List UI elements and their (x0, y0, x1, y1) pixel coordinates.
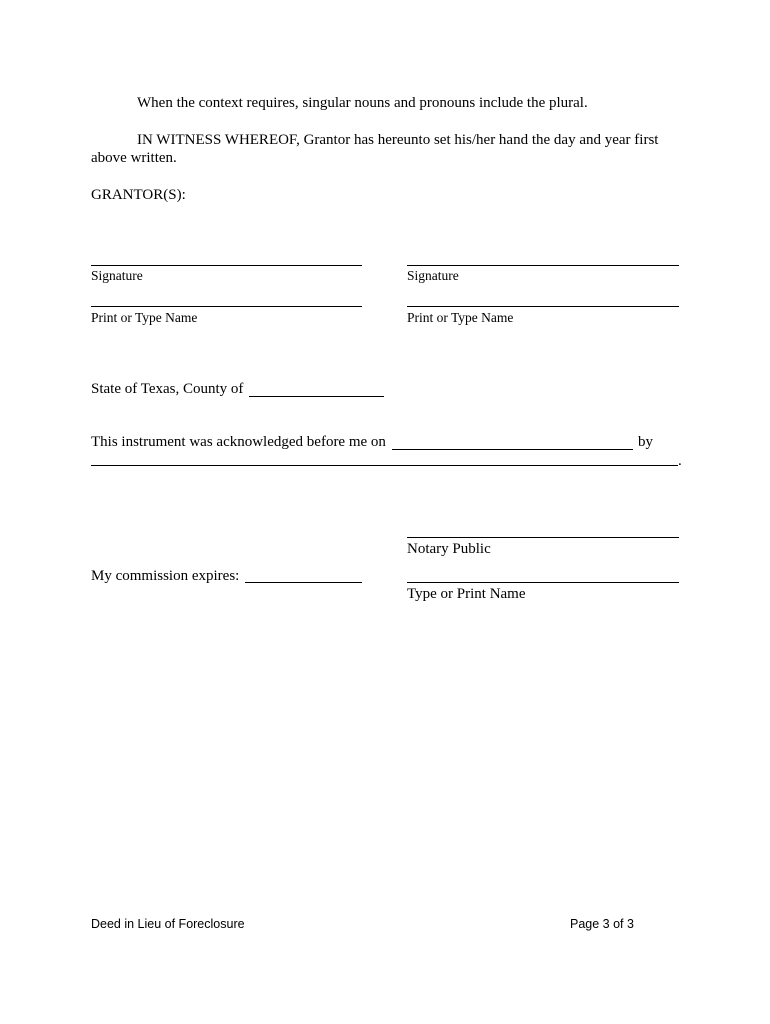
state-county-label: State of Texas, County of (91, 381, 244, 397)
commission-expires-label: My commission expires: (91, 568, 240, 584)
right-signature-label: Signature (407, 268, 459, 283)
left-signature-line[interactable] (91, 265, 362, 266)
type-print-name-label: Type or Print Name (407, 586, 526, 602)
plural-clause: When the context requires, singular nouns and pronouns include the plural. (137, 95, 588, 111)
notary-signature-line[interactable] (407, 537, 679, 538)
right-name-label: Print or Type Name (407, 310, 514, 325)
grantor-heading: GRANTOR(S): (91, 187, 186, 203)
commission-expires-line[interactable] (245, 582, 362, 583)
county-blank-line[interactable] (249, 396, 384, 397)
acknowledged-by-line[interactable] (91, 465, 678, 466)
footer-document-title: Deed in Lieu of Foreclosure (91, 917, 245, 931)
acknowledgment-date-line[interactable] (392, 449, 633, 450)
footer-page-number: Page 3 of 3 (570, 917, 634, 931)
right-name-line[interactable] (407, 306, 679, 307)
left-name-line[interactable] (91, 306, 362, 307)
witness-clause-line2: above written. (91, 150, 177, 166)
right-signature-line[interactable] (407, 265, 679, 266)
notary-name-line[interactable] (407, 582, 679, 583)
acknowledgment-text: This instrument was acknowledged before me on (91, 434, 386, 450)
by-label: by (638, 434, 653, 450)
left-signature-label: Signature (91, 268, 143, 283)
notary-public-label: Notary Public (407, 541, 491, 557)
left-name-label: Print or Type Name (91, 310, 198, 325)
witness-clause-line1: IN WITNESS WHEREOF, Grantor has hereunto set his/her hand the day and year first (137, 132, 659, 148)
acknowledgment-period: . (678, 453, 682, 469)
